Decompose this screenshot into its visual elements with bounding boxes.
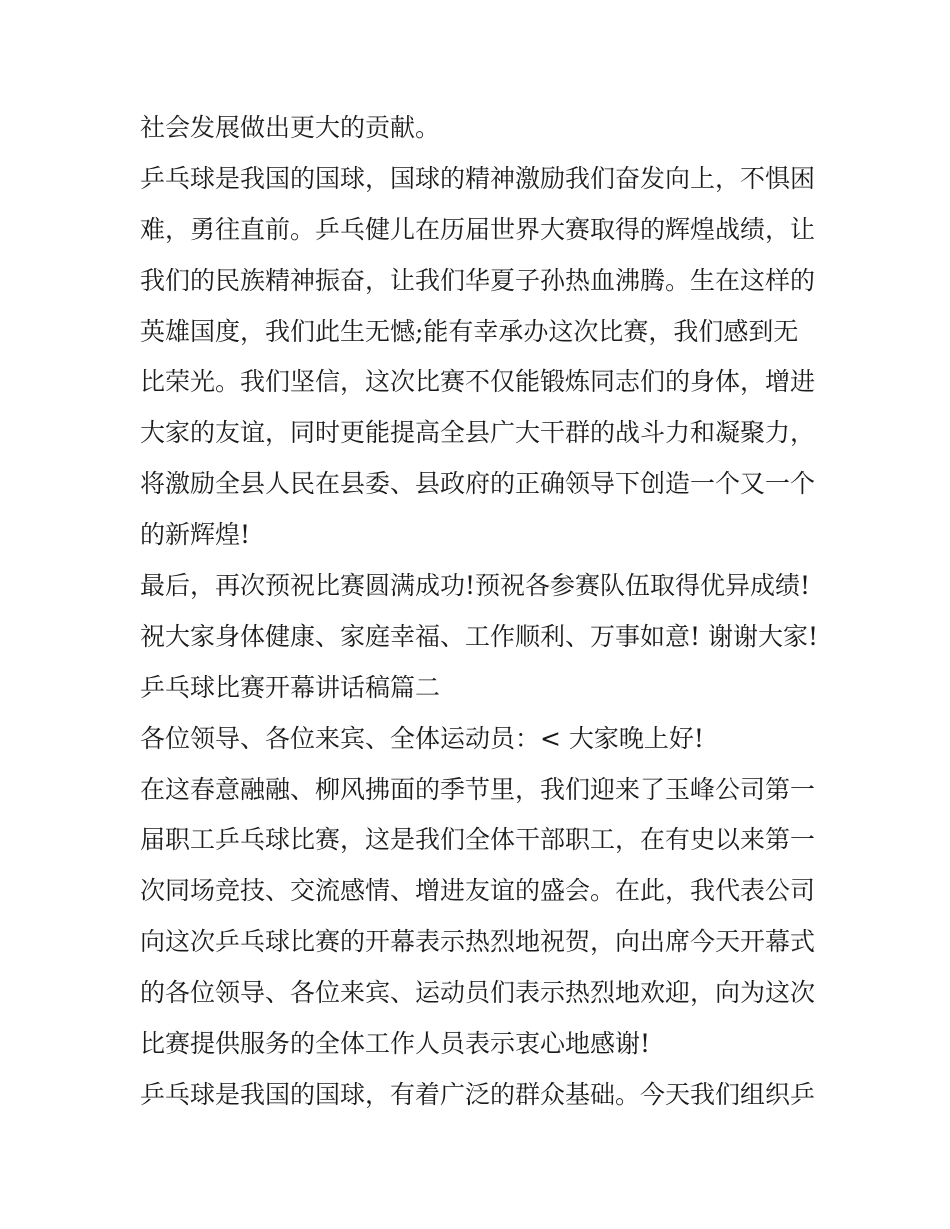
text-line: 乒乓球是我国的国球，有着广泛的群众基础。今天我们组织乒 xyxy=(140,1079,816,1109)
text-line: 比赛提供服务的全体工作人员表示衷心地感谢! xyxy=(140,1029,651,1059)
text-line: 社会发展做出更大的贡献。 xyxy=(140,113,441,142)
text-line: 祝大家身体健康、家庭幸福、工作顺利、万事如意! 谢谢大家! xyxy=(140,621,819,651)
text-line: 乒乓球是我国的国球，国球的精神激励我们奋发向上，不惧困 xyxy=(140,163,816,193)
text-line: 的新辉煌! xyxy=(140,520,251,550)
section-heading: 乒乓球比赛开幕讲话稿篇二 xyxy=(140,672,441,702)
text-line: 届职工乒乓球比赛，这是我们全体干部职工，在有史以来第一 xyxy=(140,825,816,855)
text-line: 次同场竞技、交流感情、增进友谊的盛会。在此，我代表公司 xyxy=(140,876,816,906)
text-line: 将激励全县人民在县委、县政府的正确领导下创造一个又一个 xyxy=(140,469,816,499)
text-line: 最后，再次预祝比赛圆满成功!预祝各参赛队伍取得优异成绩! xyxy=(140,571,811,601)
text-line: 英雄国度，我们此生无憾;能有幸承办这次比赛，我们感到无 xyxy=(140,316,799,346)
text-line: 在这春意融融、柳风拂面的季节里，我们迎来了玉峰公司第一 xyxy=(140,774,816,804)
text-line: 各位领导、各位来宾、全体运动员：< 大家晚上好! xyxy=(140,723,704,753)
text-line: 的各位领导、各位来宾、运动员们表示热烈地欢迎，向为这次 xyxy=(140,978,816,1008)
text-line: 比荣光。我们坚信，这次比赛不仅能锻炼同志们的身体，增进 xyxy=(140,367,816,397)
text-line: 大家的友谊，同时更能提高全县广大干群的战斗力和凝聚力， xyxy=(140,418,816,448)
text-line: 我们的民族精神振奋，让我们华夏子孙热血沸腾。生在这样的 xyxy=(140,265,816,295)
text-line: 难，勇往直前。乒乓健儿在历届世界大赛取得的辉煌战绩，让 xyxy=(140,214,816,244)
document-body xyxy=(140,103,830,1121)
text-line: 向这次乒乓球比赛的开幕表示热烈地祝贺，向出席今天开幕式 xyxy=(140,927,816,957)
